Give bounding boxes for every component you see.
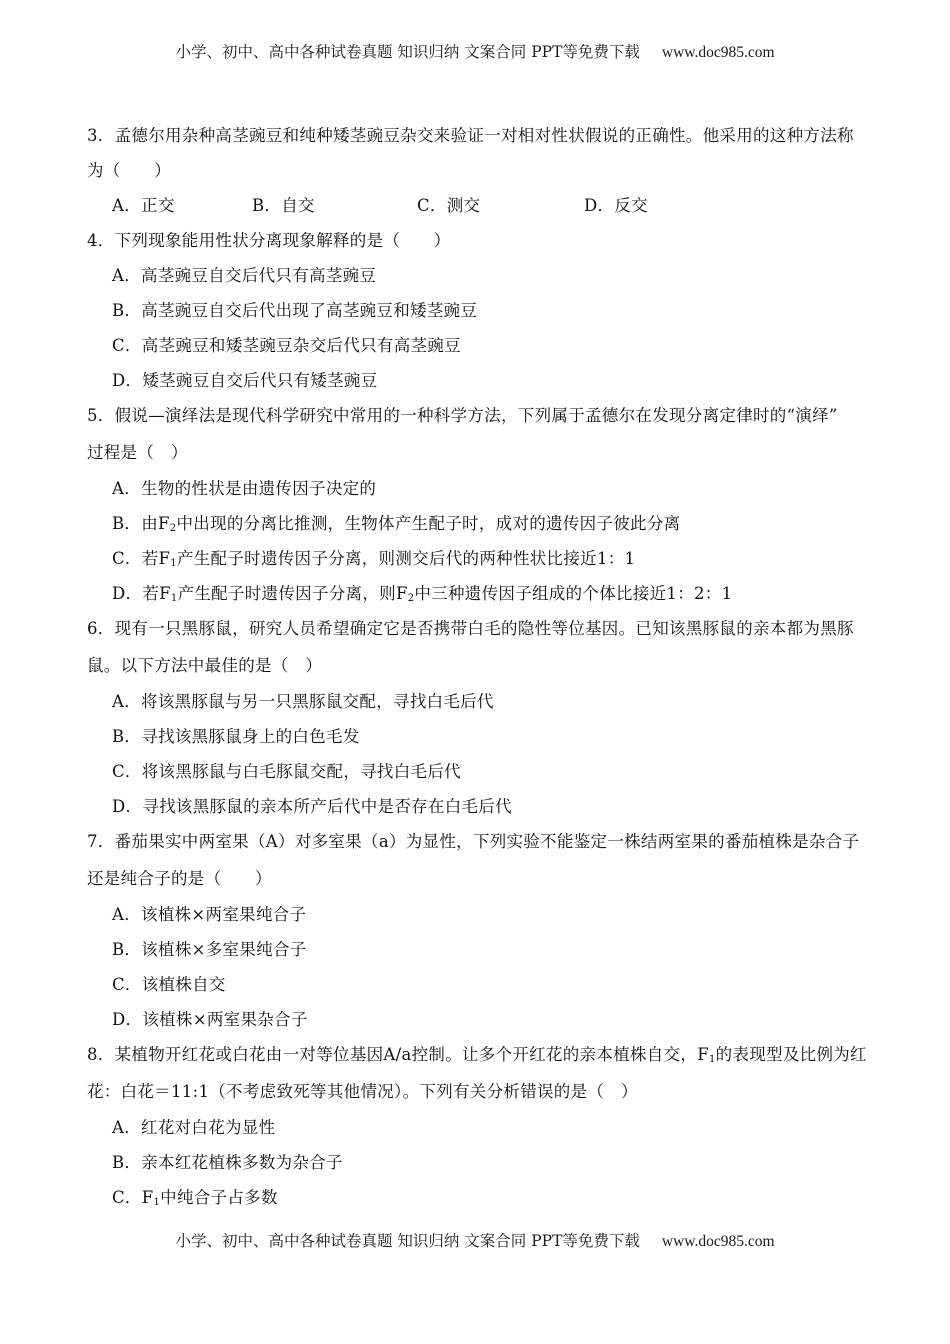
q7-option-d: D．该植株×两室果杂合子 bbox=[112, 1010, 308, 1029]
q5-option-a: A．生物的性状是由遗传因子决定的 bbox=[112, 479, 377, 498]
q6-option-d: D．寻找该黑豚鼠的亲本所产后代中是否存在白毛后代 bbox=[112, 797, 512, 816]
q3-option-c: C．测交 bbox=[417, 196, 481, 215]
q7-stem-line1: 7．番茄果实中两室果（A）对多室果（a）为显性，下列实验不能鉴定一株结两室果的番茄植株是杂合子 bbox=[87, 832, 860, 851]
q3-option-d: D．反交 bbox=[584, 196, 648, 215]
q8-stem-line2: 花：白花＝11:1（不考虑致死等其他情况）。下列有关分析错误的是（ ） bbox=[87, 1082, 638, 1101]
q4-option-d: D．矮茎豌豆自交后代只有矮茎豌豆 bbox=[112, 371, 378, 390]
footer-banner bbox=[0, 1229, 950, 1251]
q5-option-c: C．若$F_1$产生配子时遗传因子分离，则测交后代的两种性状比接近1：1 bbox=[112, 549, 636, 569]
q8-stem-line1: 8．某植物开红花或白花由一对等位基因A/a控制。让多个开红花的亲本植株自交，$F_1$的表现型及比例为红 bbox=[87, 1045, 867, 1065]
q4-stem: 4．下列现象能用性状分离现象解释的是（ ） bbox=[87, 231, 451, 250]
q7-option-b: B．该植株×多室果纯合子 bbox=[112, 940, 307, 959]
q5-stem-line2: 过程是（ ） bbox=[87, 443, 188, 462]
q6-option-b: B．寻找该黑豚鼠身上的白色毛发 bbox=[112, 727, 360, 746]
q6-option-c: C．将该黑豚鼠与白毛豚鼠交配，寻找白毛后代 bbox=[112, 762, 461, 781]
q5-stem-line1: 5．假说—演绎法是现代科学研究中常用的一种科学方法，下列属于孟德尔在发现分离定律时的“演绎” bbox=[87, 406, 838, 425]
q3-stem-line2: 为（ ） bbox=[87, 161, 171, 180]
q3-option-a: A．正交 bbox=[112, 196, 175, 215]
q8-option-c: C．$F_1$中纯合子占多数 bbox=[112, 1188, 278, 1208]
q6-option-a: A．将该黑豚鼠与另一只黑豚鼠交配，寻找白毛后代 bbox=[112, 692, 494, 711]
q8-option-b: B．亲本红花植株多数为杂合子 bbox=[112, 1153, 343, 1172]
banner-text: 小学、初中、高中各种试卷真题 知识归纳 文案合同 PPT等免费下载 bbox=[175, 43, 640, 61]
q7-stem-line2: 还是纯合子的是（ ） bbox=[87, 869, 272, 888]
q6-stem-line2: 鼠。以下方法中最佳的是（ ） bbox=[87, 656, 323, 675]
header-banner bbox=[0, 40, 950, 62]
footer-site-link[interactable]: www.doc985.com bbox=[661, 1233, 775, 1250]
q4-option-c: C．高茎豌豆和矮茎豌豆杂交后代只有高茎豌豆 bbox=[112, 336, 461, 355]
banner-site-link[interactable]: www.doc985.com bbox=[661, 44, 775, 61]
footer-banner-text: 小学、初中、高中各种试卷真题 知识归纳 文案合同 PPT等免费下载 bbox=[175, 1232, 640, 1250]
q4-option-b: B．高茎豌豆自交后代出现了高茎豌豆和矮茎豌豆 bbox=[112, 301, 478, 320]
q3-option-b: B．自交 bbox=[252, 196, 315, 215]
q8-option-a: A．红花对白花为显性 bbox=[112, 1118, 276, 1137]
q4-option-a: A．高茎豌豆自交后代只有高茎豌豆 bbox=[112, 266, 377, 285]
q7-option-a: A．该植株×两室果纯合子 bbox=[112, 905, 307, 924]
q7-option-c: C．该植株自交 bbox=[112, 975, 226, 994]
q3-stem-line1: 3．孟德尔用杂种高茎豌豆和纯种矮茎豌豆杂交来验证一对相对性状假说的正确性。他采用的这种方法称 bbox=[87, 126, 854, 145]
q6-stem-line1: 6．现有一只黑豚鼠，研究人员希望确定它是否携带白毛的隐性等位基因。已知该黑豚鼠的亲本都为黑豚 bbox=[87, 619, 854, 638]
q5-option-d: D．若$F_1$产生配子时遗传因子分离，则$F_2$中三种遗传因子组成的个体比接近1：2：1 bbox=[112, 584, 733, 604]
q5-option-b: B．由$F_2$中出现的分离比推测，生物体产生配子时，成对的遗传因子彼此分离 bbox=[112, 514, 681, 534]
